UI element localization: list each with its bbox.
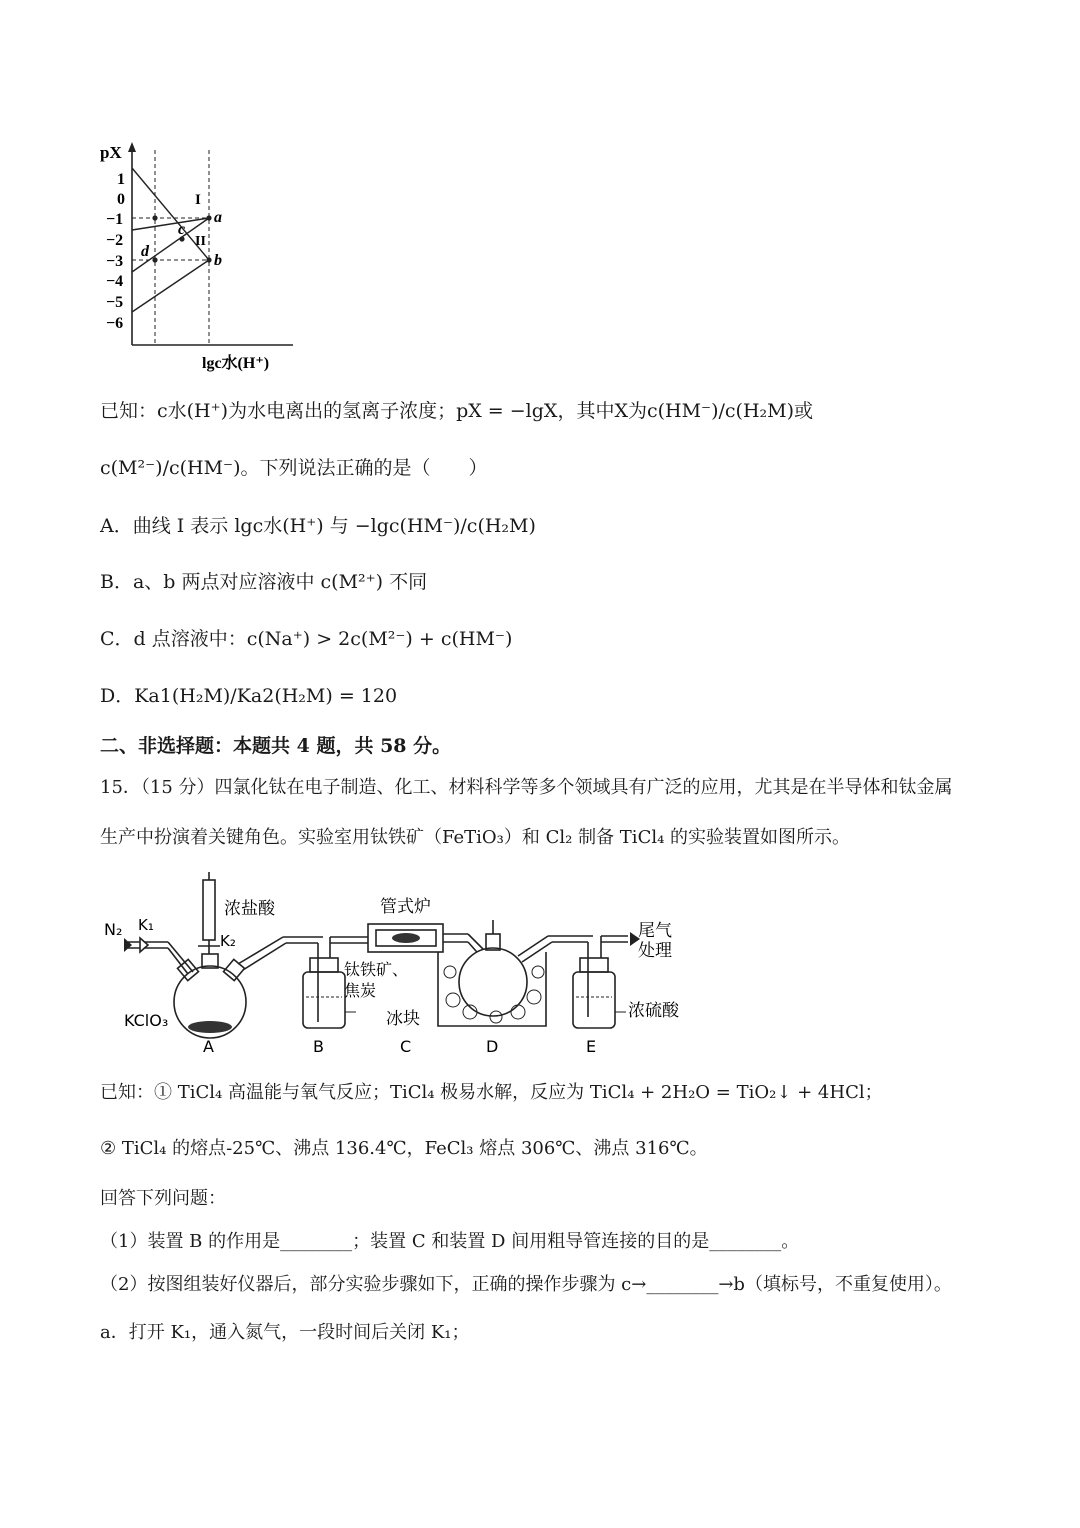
label-kclo3: KClO₃ <box>124 1011 169 1030</box>
label-n2: N₂ <box>104 920 123 939</box>
label-ore: 钛铁矿、 <box>344 960 409 979</box>
given-line-1: 已知：c水(H⁺)为水电离出的氢离子浓度；pX = −lgX，其中X为c(HM⁻)/c(H₂M)或 <box>100 400 813 422</box>
px-graph <box>98 140 298 375</box>
y-tick: −6 <box>106 315 124 332</box>
y-tick: −3 <box>106 253 124 270</box>
label-coke: 焦炭 <box>344 981 377 1000</box>
q15-line-1: 15．（15 分）四氯化钛在电子制造、化工、材料科学等多个领域具有广泛的应用，尤其是在半导体和钛金属 <box>100 777 953 798</box>
y-tick: −5 <box>106 294 124 311</box>
option-d: D．Ka1(H₂M)/Ka2(H₂M) = 120 <box>100 685 398 707</box>
unit-label-e: E <box>586 1037 597 1056</box>
unit-label-b: B <box>313 1037 324 1056</box>
unit-label-c: C <box>400 1037 412 1056</box>
curve-label-i: I <box>195 192 201 208</box>
curve-label-ii: II <box>195 234 206 249</box>
unit-label-a: A <box>203 1037 214 1056</box>
y-tick: 0 <box>117 191 125 208</box>
y-axis-label: pX <box>100 143 122 162</box>
known-line-1: 已知：① TiCl₄ 高温能与氧气反应；TiCl₄ 极易水解，反应为 TiCl₄ + 2H₂O = TiO₂↓ + 4HCl； <box>100 1082 883 1103</box>
option-c: C．d 点溶液中：c(Na⁺) > 2c(M²⁻) + c(HM⁻) <box>100 628 513 650</box>
y-tick: −4 <box>106 273 124 290</box>
unit-label-d: D <box>486 1037 499 1056</box>
label-k2: K₂ <box>220 932 236 950</box>
question-2: （2）按图组装好仪器后，部分实验步骤如下，正确的操作步骤为 c→________→b（填标号，不重复使用）。 <box>100 1274 952 1295</box>
apparatus-diagram <box>98 872 698 1057</box>
label-tail-1: 尾气 <box>638 921 672 941</box>
section-title: 二、非选择题：本题共 4 题，共 58 分。 <box>100 735 452 757</box>
y-tick: −2 <box>106 232 124 249</box>
x-axis-label: lgc水(H⁺) <box>202 355 270 372</box>
label-k1: K₁ <box>138 916 154 934</box>
q15-line-2: 生产中扮演着关键角色。实验室用钛铁矿（FeTiO₃）和 Cl₂ 制备 TiCl₄ 的实验装置如图所示。 <box>100 827 851 848</box>
label-furnace: 管式炉 <box>380 897 431 917</box>
point-label-d: d <box>141 243 149 260</box>
given-line-2: c(M²⁻)/c(HM⁻)。下列说法正确的是（ ） <box>100 457 488 479</box>
label-h2so4: 浓硫酸 <box>628 1001 679 1021</box>
label-hcl: 浓盐酸 <box>224 899 275 919</box>
answer-prompt: 回答下列问题： <box>100 1188 226 1209</box>
step-a: a．打开 K₁，通入氮气，一段时间后关闭 K₁； <box>100 1322 470 1343</box>
point-label-b: b <box>214 252 222 269</box>
point-label-c: c <box>178 221 186 238</box>
label-tail-2: 处理 <box>638 941 672 961</box>
label-ice: 冰块 <box>386 1009 420 1029</box>
y-tick: 1 <box>117 171 125 188</box>
option-a: A．曲线 I 表示 lgc水(H⁺) 与 −lgc(HM⁻)/c(H₂M) <box>100 515 536 537</box>
question-1: （1）装置 B 的作用是________；装置 C 和装置 D 间用粗导管连接的目的是________。 <box>100 1231 800 1252</box>
known-line-2: ② TiCl₄ 的熔点-25℃、沸点 136.4℃，FeCl₃ 熔点 306℃、沸点 316℃。 <box>100 1138 708 1159</box>
option-b: B．a、b 两点对应溶液中 c(M²⁺) 不同 <box>100 571 428 593</box>
point-label-a: a <box>214 209 222 226</box>
y-tick: −1 <box>106 211 124 228</box>
